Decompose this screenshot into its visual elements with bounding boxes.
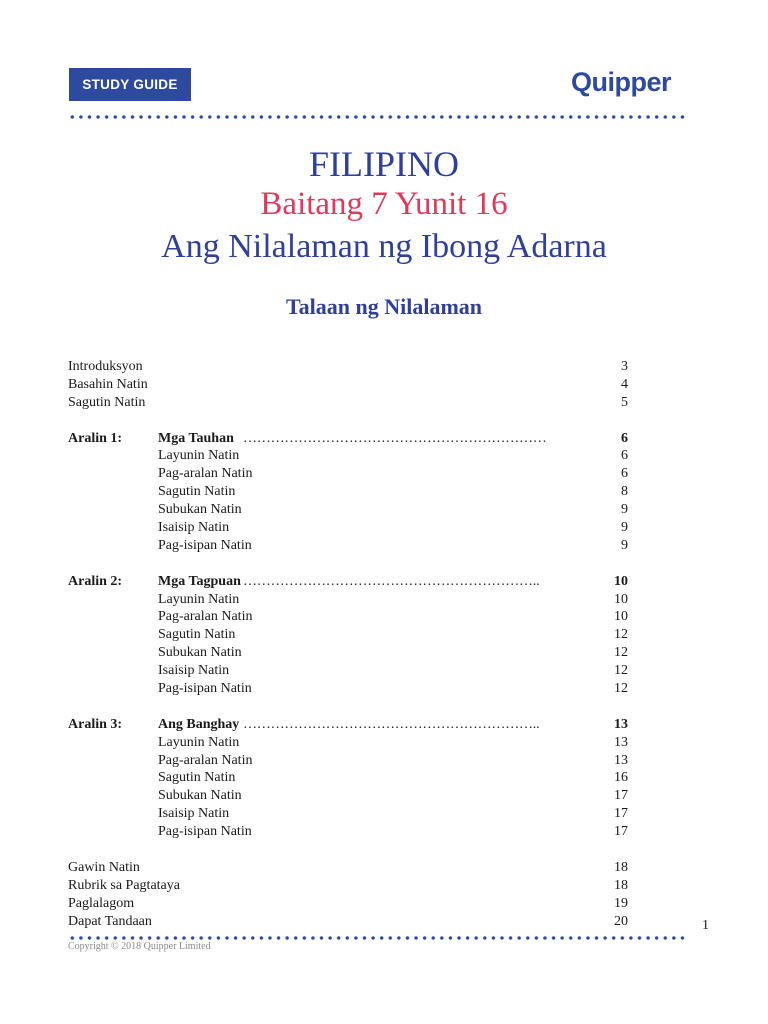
- toc-entry: Pag-isipan Natin 12: [158, 681, 628, 697]
- toc-entry: Layunin Natin 6: [158, 448, 628, 464]
- subject-title: FILIPINO: [309, 144, 459, 184]
- toc-entry: Layunin Natin 10: [158, 591, 628, 607]
- toc-entry: Sagutin Natin 8: [158, 484, 628, 500]
- toc-aralin-2: Aralin 2: Mga Tagpuan ……………………………………………………….. 10: [68, 573, 628, 589]
- toc-entry: Isaisip Natin 12: [158, 663, 628, 679]
- toc-entry: Paglalagom 19: [68, 895, 628, 911]
- toc-aralin-3: Aralin 3: Ang Banghay ……………………………………………………….. 13: [68, 716, 628, 732]
- dotted-divider-bottom: [68, 936, 688, 940]
- toc-entry: Pag-isipan Natin 17: [158, 824, 628, 840]
- toc-entry: Sagutin Natin 16: [158, 770, 628, 786]
- grade-unit-title: Baitang 7 Yunit 16: [260, 186, 508, 222]
- quipper-logo: Quipper: [571, 67, 672, 97]
- toc-entry: Rubrik sa Pagtataya 18: [68, 877, 628, 893]
- toc-entry: Subukan Natin 12: [158, 645, 628, 661]
- toc-aralin-1: Aralin 1: Mga Tauhan ………………………………………………………… 6: [68, 430, 628, 446]
- toc-entry: Pag-aralan Natin 10: [158, 609, 628, 625]
- table-of-contents: [68, 358, 628, 931]
- toc-entry: Subukan Natin 17: [158, 788, 628, 804]
- toc-entry: Pag-aralan Natin 6: [158, 466, 628, 482]
- toc-entry: Gawin Natin 18: [68, 859, 628, 875]
- toc-entry: Dapat Tandaan 20: [68, 913, 628, 929]
- toc-entry: Isaisip Natin 9: [158, 520, 628, 536]
- topic-title: Ang Nilalaman ng Ibong Adarna: [161, 228, 607, 265]
- toc-entry: Pag-aralan Natin 13: [158, 752, 628, 768]
- toc-entry: Isaisip Natin 17: [158, 806, 628, 822]
- toc-entry: Introduksyon 3: [68, 359, 628, 374]
- toc-entry: Basahin Natin 4: [68, 376, 628, 392]
- toc-entry: Pag-isipan Natin 9: [158, 537, 628, 553]
- toc-entry: Layunin Natin 13: [158, 734, 628, 750]
- toc-entry: Subukan Natin 9: [158, 502, 628, 518]
- page-number: 1: [702, 918, 709, 933]
- toc-entry: Sagutin Natin 5: [68, 394, 628, 410]
- copyright-notice: Copyright © 2018 Quipper Limited: [68, 941, 211, 952]
- study-guide-badge: STUDY GUIDE: [69, 68, 191, 101]
- dotted-divider-top: [68, 115, 688, 119]
- toc-entry: Sagutin Natin 12: [158, 627, 628, 643]
- toc-heading: Talaan ng Nilalaman: [285, 294, 483, 319]
